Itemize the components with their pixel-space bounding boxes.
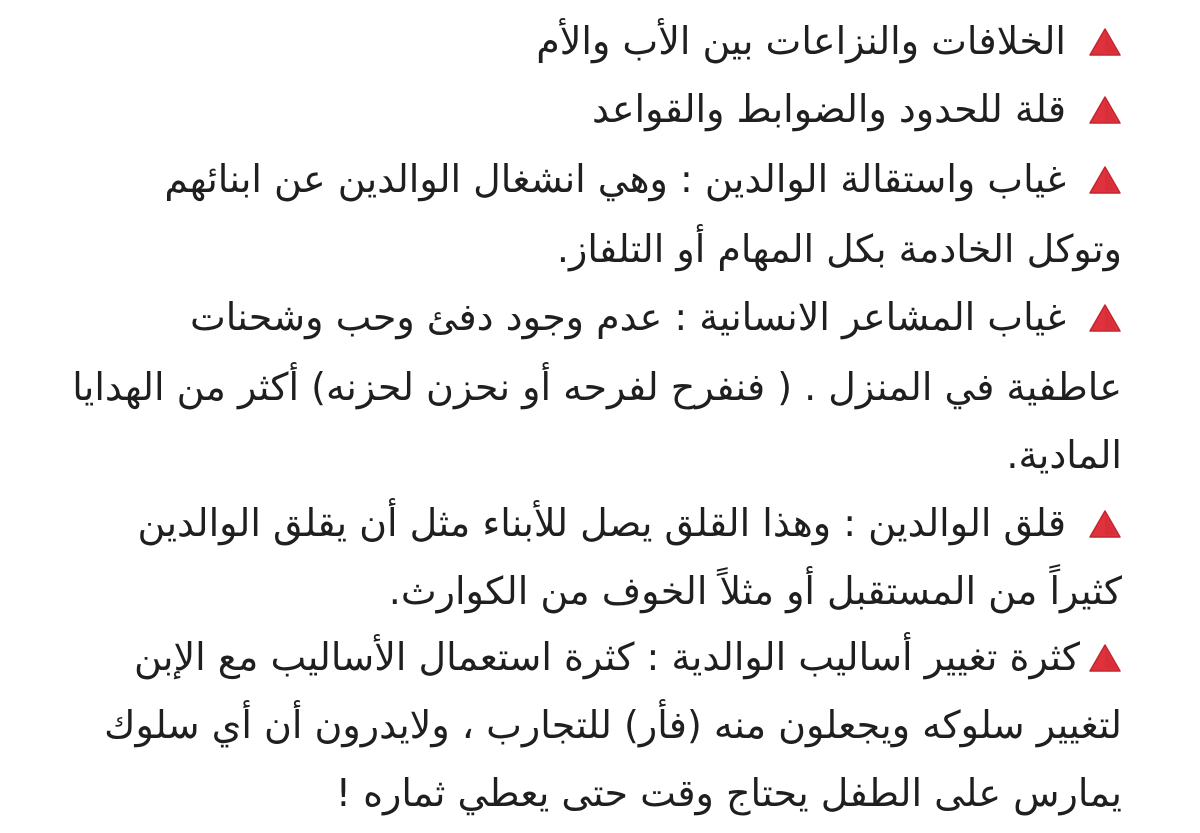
red-triangle-icon (1088, 509, 1122, 539)
list-item-3 (40, 146, 1122, 212)
red-triangle-icon (1088, 95, 1122, 125)
line-text: عاطفية في المنزل . ( فنفرح لفرحه أو نحزن لحزنه) أكثر من الهدايا (72, 365, 1122, 409)
continuation-line (40, 422, 1122, 488)
line-text: قلق الوالدين : وهذا القلق يصل للأبناء مثل أن يقلق الوالدين (137, 501, 1066, 545)
red-triangle-icon (1088, 165, 1122, 195)
red-triangle-icon (1088, 27, 1122, 57)
continuation-line (40, 216, 1122, 282)
red-triangle-icon (1088, 643, 1122, 673)
line-text: غياب المشاعر الانسانية : عدم وجود دفئ وحب وشحنات (189, 295, 1066, 339)
list-item-2 (40, 76, 1122, 142)
list-item-6 (40, 624, 1122, 690)
continuation-line (40, 558, 1122, 624)
continuation-line (40, 354, 1122, 420)
list-item-1 (40, 8, 1122, 74)
continuation-line (40, 760, 1122, 826)
list-item-5 (40, 490, 1122, 556)
line-text: لتغيير سلوكه ويجعلون منه (فأر) للتجارب ، ولايدرون أن أي سلوك (104, 703, 1122, 747)
list-item-4 (40, 284, 1122, 350)
continuation-line (40, 692, 1122, 758)
line-text: الخلافات والنزاعات بين الأب والأم (536, 19, 1066, 63)
line-text: كثيراً من المستقبل أو مثلاً الخوف من الكوارث. (388, 569, 1122, 613)
line-text: غياب واستقالة الوالدين : وهي انشغال الوالدين عن ابنائهم (164, 157, 1066, 201)
line-text: المادية. (1006, 433, 1122, 477)
line-text: قلة للحدود والضوابط والقواعد (591, 87, 1066, 131)
line-text: وتوكل الخادمة بكل المهام أو التلفاز. (556, 227, 1122, 271)
line-text: كثرة تغيير أساليب الوالدية : كثرة استعمال الأساليب مع الإبن (134, 635, 1080, 679)
line-text: يمارس على الطفل يحتاج وقت حتى يعطي ثماره ! (335, 771, 1122, 815)
red-triangle-icon (1088, 303, 1122, 333)
